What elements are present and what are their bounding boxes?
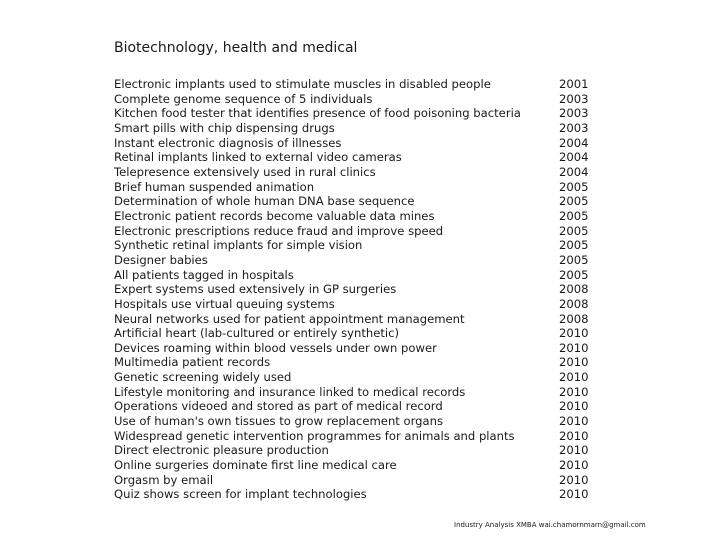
list-item — [114, 209, 594, 224]
forecast-year: 2010 — [559, 355, 589, 370]
forecast-year: 2008 — [559, 296, 589, 311]
list-item — [114, 92, 594, 107]
forecast-year: 2010 — [559, 384, 589, 399]
forecast-description: Hospitals use virtual queuing systems — [114, 296, 335, 311]
forecast-description: Multimedia patient records — [114, 355, 271, 370]
forecast-description: Artificial heart (lab-cultured or entirely synthetic) — [114, 326, 400, 341]
forecast-year: 2010 — [559, 458, 589, 473]
forecast-year: 2005 — [559, 208, 589, 223]
forecast-description: Direct electronic pleasure production — [114, 443, 329, 458]
forecast-description: Devices roaming within blood vessels under own power — [114, 340, 437, 355]
forecast-year: 2010 — [559, 414, 589, 429]
forecast-year: 2004 — [559, 135, 589, 150]
list-item — [114, 399, 594, 414]
list-item — [114, 106, 594, 121]
forecast-year: 2003 — [559, 120, 589, 135]
forecast-year: 2005 — [559, 223, 589, 238]
list-item — [114, 355, 594, 370]
list-item — [114, 370, 594, 385]
forecast-description: Brief human suspended animation — [114, 179, 315, 194]
forecast-year: 2005 — [559, 179, 589, 194]
forecast-year: 2010 — [559, 472, 589, 487]
forecast-list — [114, 77, 594, 502]
forecast-year: 2005 — [559, 252, 589, 267]
list-item — [114, 487, 594, 502]
forecast-year: 2010 — [559, 487, 589, 502]
forecast-description: Synthetic retinal implants for simple vision — [114, 238, 363, 253]
forecast-year: 2004 — [559, 150, 589, 165]
forecast-year: 2001 — [559, 77, 589, 91]
list-item — [114, 443, 594, 458]
list-item — [114, 414, 594, 429]
forecast-year: 2010 — [559, 399, 589, 414]
footer-note: Industry Analysis XMBA wai.chamornmarn@gmail.com — [454, 521, 646, 529]
forecast-description: Determination of whole human DNA base sequence — [114, 194, 415, 209]
forecast-year: 2010 — [559, 370, 589, 385]
forecast-description: Smart pills with chip dispensing drugs — [114, 120, 335, 135]
forecast-year: 2010 — [559, 443, 589, 458]
list-item — [114, 194, 594, 209]
forecast-year: 2008 — [559, 311, 589, 326]
list-item — [114, 473, 594, 488]
list-item — [114, 282, 594, 297]
forecast-year: 2004 — [559, 164, 589, 179]
forecast-description: Orgasm by email — [114, 472, 214, 487]
forecast-description: Widespread genetic intervention programmes for animals and plants — [114, 428, 515, 443]
list-item — [114, 121, 594, 136]
forecast-description: Telepresence extensively used in rural clinics — [114, 164, 376, 179]
forecast-description: Kitchen food tester that identifies presence of food poisoning bacteria — [114, 106, 521, 121]
forecast-description: Designer babies — [114, 252, 208, 267]
list-item — [114, 253, 594, 268]
forecast-year: 2010 — [559, 340, 589, 355]
forecast-description: Use of human's own tissues to grow replacement organs — [114, 414, 444, 429]
forecast-year: 2010 — [559, 326, 589, 341]
forecast-year: 2005 — [559, 194, 589, 209]
forecast-description: Retinal implants linked to external video cameras — [114, 150, 402, 165]
forecast-description: Neural networks used for patient appointment management — [114, 311, 465, 326]
page-title: Biotechnology, health and medical — [114, 40, 358, 56]
list-item — [114, 268, 594, 283]
list-item — [114, 385, 594, 400]
forecast-description: Electronic patient records become valuable data mines — [114, 208, 435, 223]
list-item — [114, 429, 594, 444]
forecast-description: Lifestyle monitoring and insurance linked to medical records — [114, 384, 466, 399]
forecast-description: Operations videoed and stored as part of medical record — [114, 399, 443, 414]
forecast-description: Electronic prescriptions reduce fraud and improve speed — [114, 223, 444, 238]
forecast-year: 2008 — [559, 282, 589, 297]
list-item — [114, 77, 594, 92]
forecast-year: 2005 — [559, 238, 589, 253]
list-item — [114, 238, 594, 253]
list-item — [114, 297, 594, 312]
forecast-year: 2010 — [559, 428, 589, 443]
list-item — [114, 458, 594, 473]
forecast-year: 2003 — [559, 106, 589, 121]
list-item — [114, 165, 594, 180]
forecast-year: 2003 — [559, 91, 589, 106]
forecast-description: Complete genome sequence of 5 individuals — [114, 91, 373, 106]
forecast-description: All patients tagged in hospitals — [114, 267, 294, 282]
list-item — [114, 224, 594, 239]
list-item — [114, 312, 594, 327]
forecast-description: Electronic implants used to stimulate muscles in disabled people — [114, 77, 491, 91]
list-item — [114, 136, 594, 151]
forecast-description: Online surgeries dominate first line medical care — [114, 458, 397, 473]
forecast-year: 2005 — [559, 267, 589, 282]
list-item — [114, 341, 594, 356]
forecast-description: Quiz shows screen for implant technologies — [114, 487, 367, 502]
forecast-description: Genetic screening widely used — [114, 370, 292, 385]
list-item — [114, 180, 594, 195]
list-item — [114, 326, 594, 341]
list-item — [114, 150, 594, 165]
forecast-description: Expert systems used extensively in GP surgeries — [114, 282, 397, 297]
forecast-description: Instant electronic diagnosis of illnesses — [114, 135, 342, 150]
